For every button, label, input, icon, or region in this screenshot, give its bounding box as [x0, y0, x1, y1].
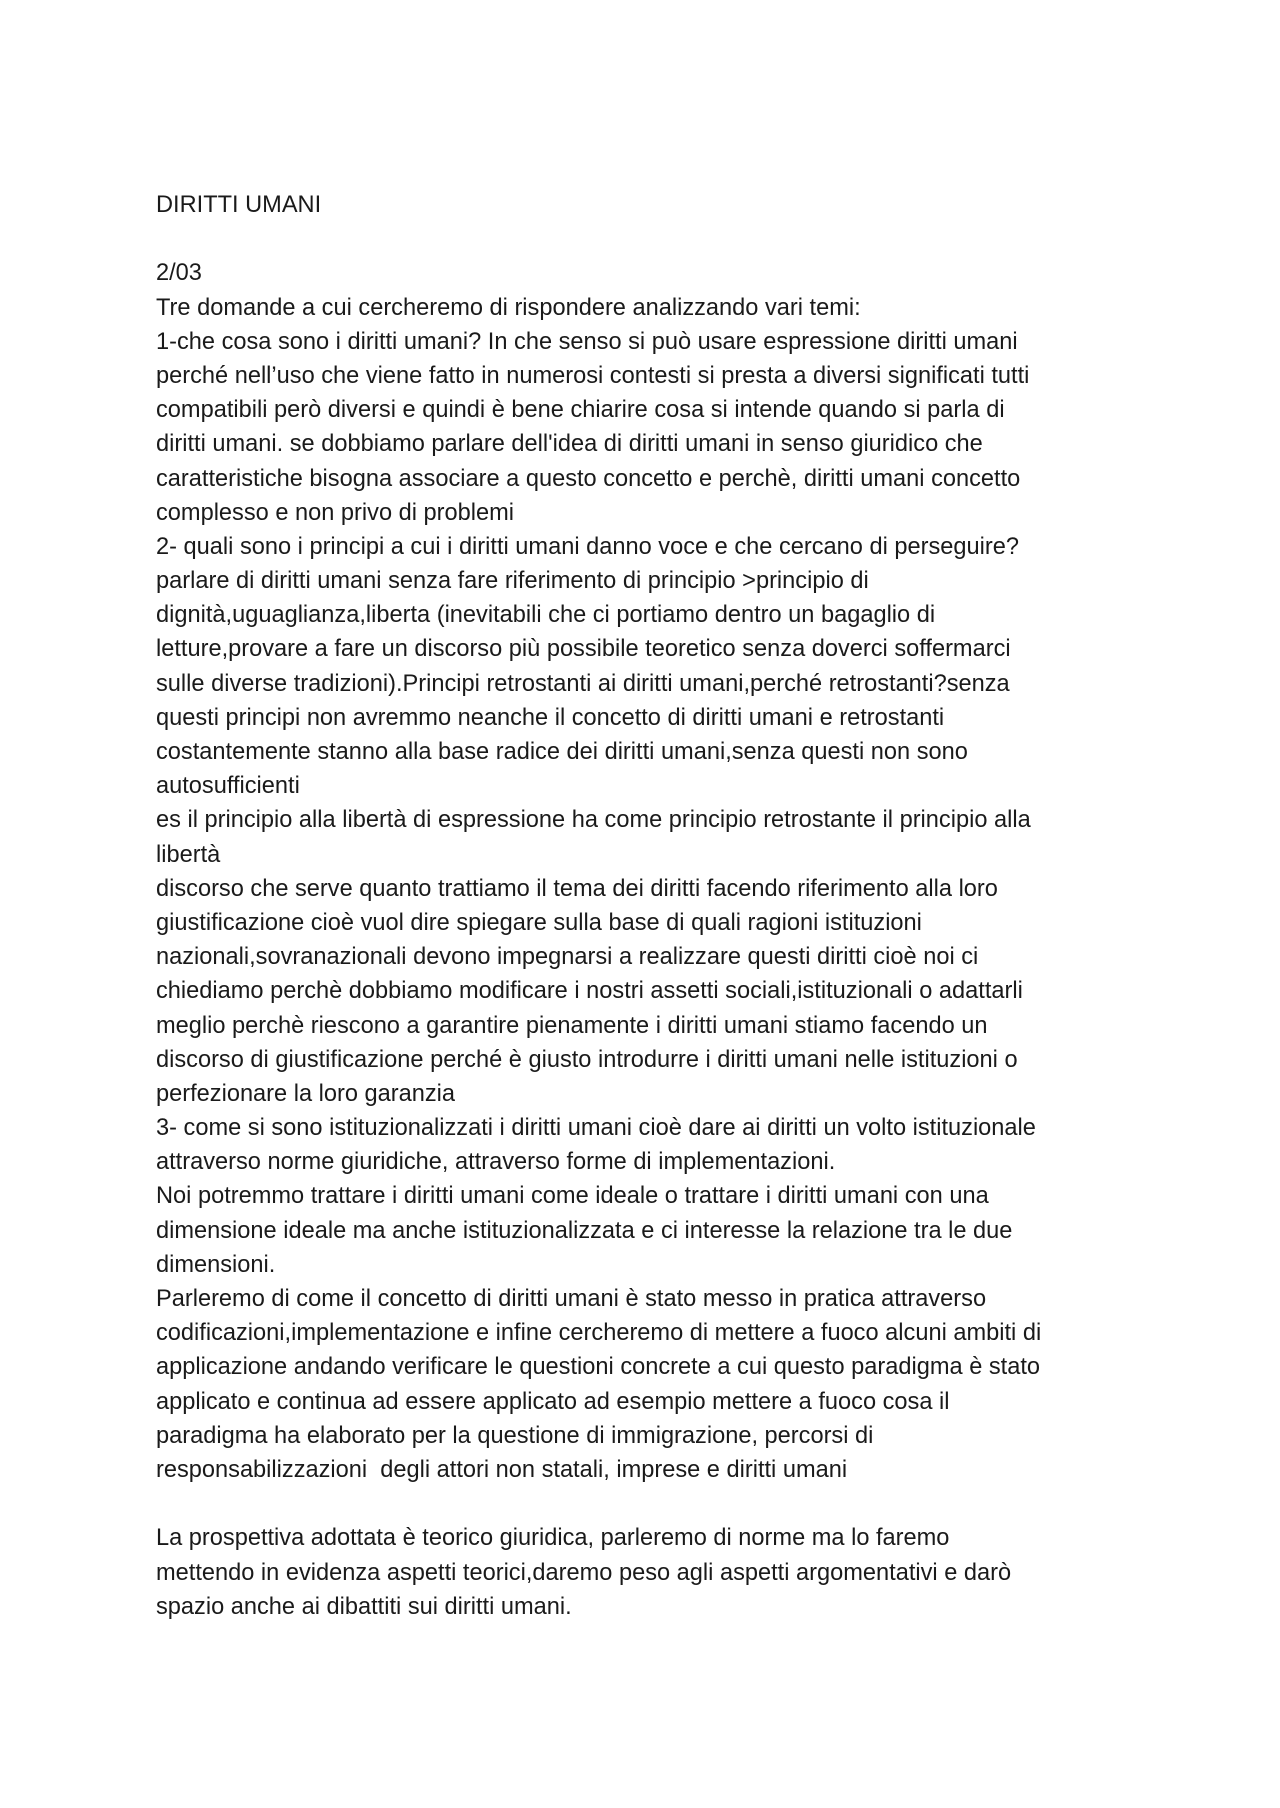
text-line: Tre domande a cui cercheremo di rispondere analizzando vari temi: [156, 294, 861, 321]
text-line: perfezionare la loro garanzia [156, 1080, 456, 1107]
text-line: letture,provare a fare un discorso più possibile teoretico senza doverci soffermarci [156, 636, 1011, 663]
document-title: DIRITTI UMANI [156, 192, 322, 218]
text-line: costantemente stanno alla base radice dei diritti umani,senza questi non sono [156, 739, 968, 765]
text-line: giustificazione cioè vuol dire spiegare sulla base di quali ragioni istituzioni [156, 909, 922, 936]
text-line: discorso di giustificazione perché è giusto introdurre i diritti umani nelle istituzioni o [156, 1046, 1018, 1073]
text-line: diritti umani. se dobbiamo parlare dell'idea di diritti umani in senso giuridico che [156, 431, 983, 458]
text-line: chiediamo perchè dobbiamo modificare i nostri assetti sociali,istituzionali o adattarli [156, 978, 1023, 1005]
text-line: libertà [156, 841, 221, 868]
text-line: applicazione andando verificare le questioni concrete a cui questo paradigma è stato [156, 1354, 1041, 1381]
spacer [156, 222, 1146, 256]
text-line: caratteristiche bisogna associare a questo concetto e perchè, diritti umani concetto [156, 465, 1021, 492]
text-line: autosufficienti [156, 773, 300, 800]
document-page [156, 188, 1146, 1624]
text-line: dimensioni. [156, 1251, 276, 1278]
lecture-date: 2/03 [156, 260, 202, 287]
text-line: parlare di diritti umani senza fare riferimento di principio >principio di [156, 568, 869, 595]
text-line: dignità,uguaglianza,liberta (inevitabili che ci portiamo dentro un bagaglio di [156, 602, 936, 629]
closing-paragraph [156, 1521, 1146, 1624]
text-line: La prospettiva adottata è teorico giuridica, parleremo di norme ma lo faremo [156, 1525, 950, 1552]
text-line: discorso che serve quanto trattiamo il tema dei diritti facendo riferimento alla loro [156, 875, 998, 902]
text-line: 2- quali sono i principi a cui i diritti umani danno voce e che cercano di perseguire? [156, 533, 1019, 560]
text-line: Noi potremmo trattare i diritti umani come ideale o trattare i diritti umani con una [156, 1183, 989, 1210]
notes-body [156, 291, 1146, 1488]
text-line: paradigma ha elaborato per la questione di immigrazione, percorsi di [156, 1422, 874, 1449]
text-line: complesso e non privo di problemi [156, 499, 515, 526]
text-line: spazio anche ai dibattiti sui diritti umani. [156, 1593, 572, 1620]
text-line: questi principi non avremmo neanche il concetto di diritti umani e retrostanti [156, 704, 945, 731]
text-line: mettendo in evidenza aspetti teorici,daremo peso agli aspetti argomentativi e darò [156, 1559, 1012, 1586]
text-line: Parleremo di come il concetto di diritti umani è stato messo in pratica attraverso [156, 1286, 987, 1312]
text-line: responsabilizzazioni degli attori non statali, imprese e diritti umani [156, 1456, 848, 1483]
text-line: es il principio alla libertà di espressione ha come principio retrostante il principio alla [156, 807, 1031, 834]
text-line: meglio perchè riescono a garantire pienamente i diritti umani stiamo facendo un [156, 1012, 988, 1039]
text-line: 3- come si sono istituzionalizzati i diritti umani cioè dare ai diritti un volto istituzionale [156, 1115, 1036, 1142]
text-line: sulle diverse tradizioni).Principi retrostanti ai diritti umani,perché retrostanti?senza [156, 670, 1010, 697]
text-line: 1-che cosa sono i diritti umani? In che senso si può usare espressione diritti umani [156, 328, 1018, 355]
text-line: perché nell’uso che viene fatto in numerosi contesti si presta a diversi significati tutti [156, 362, 1030, 389]
spacer [156, 1487, 1146, 1521]
text-line: nazionali,sovranazionali devono impegnarsi a realizzare questi diritti cioè noi ci [156, 944, 979, 971]
text-line: attraverso norme giuridiche, attraverso forme di implementazioni. [156, 1149, 836, 1176]
text-line: applicato e continua ad essere applicato ad esempio mettere a fuoco cosa il [156, 1388, 950, 1415]
text-line: codificazioni,implementazione e infine cercheremo di mettere a fuoco alcuni ambiti di [156, 1320, 1042, 1347]
text-line: dimensione ideale ma anche istituzionalizzata e ci interesse la relazione tra le due [156, 1217, 1013, 1244]
text-line: compatibili però diversi e quindi è bene chiarire cosa si intende quando si parla di [156, 397, 1005, 424]
